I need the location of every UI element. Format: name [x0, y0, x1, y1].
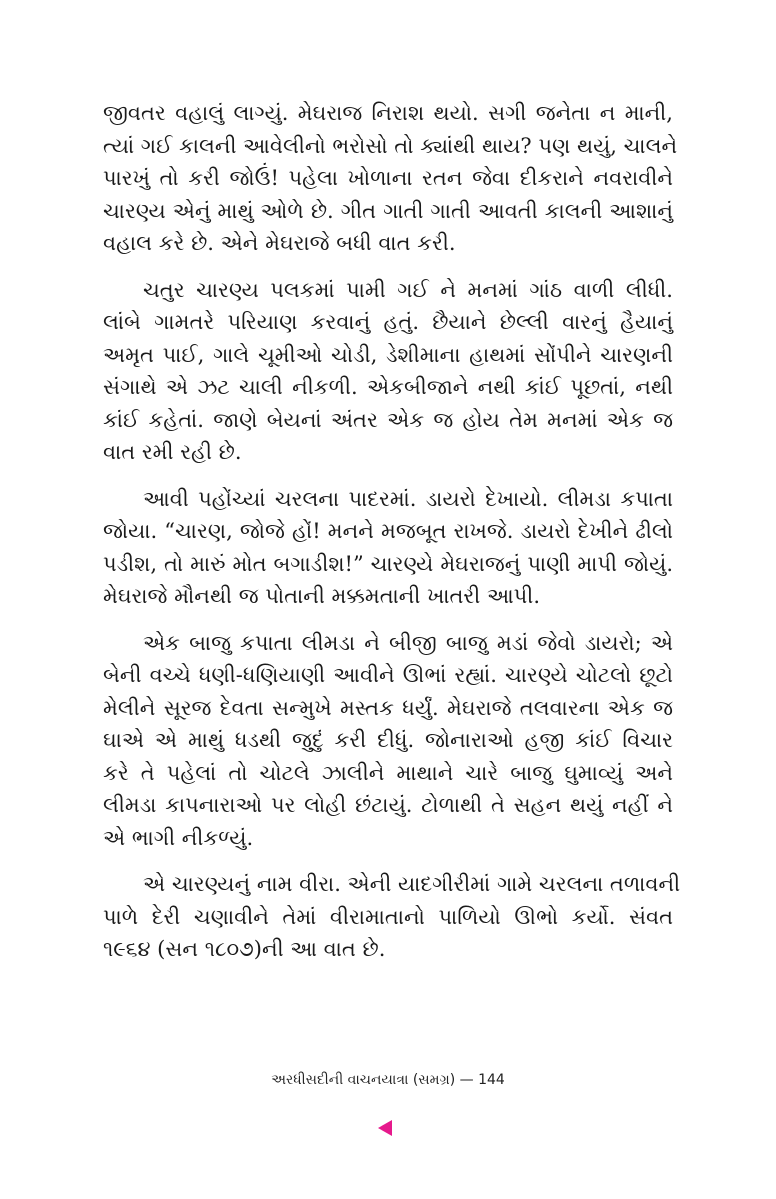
text-line: ઘાએ એ માથું ધડથી જુદું કરી દીધું. જોનારાઓ હજી કાંઈ વિચાર — [103, 728, 673, 752]
text-line: સંગાથે એ ઝટ ચાલી નીકળી. એકબીજાને નથી કાંઈ પૂછતાં, નથી — [103, 375, 673, 399]
text-line: ૧૯૬૪ (સન ૧૮૦૭)ની આ વાત છે. — [103, 937, 386, 961]
text-line: લાંબે ગામતરે પરિયાણ કરવાનું હતું. છૈયાને છેલ્લી વારનું હૈયાનું — [103, 310, 673, 334]
page-footer: અરધીસદીની વાચનયાત્રા (સમગ્ર) — 144 — [271, 1072, 505, 1088]
text-line: પારખું તો કરી જોઉં! પહેલા ખોળાના રતન જેવા દીકરાને નવરાવીને — [103, 166, 673, 190]
text-line: જોયા. “ચારણ, જોજે હોં! મનને મજબૂત રાખજે. ડાયરો દેખીને ઢીલો — [103, 519, 673, 543]
text-line: એ ભાગી નીકળ્યું. — [103, 825, 254, 850]
paragraph — [103, 97, 678, 260]
paragraph — [103, 274, 673, 469]
text-line: ત્યાં ગઈ કાલની આવેલીનો ભરોસો તો ક્યાંથી થાય? પણ થયું, ચાલને — [103, 133, 678, 158]
text-line: જીવતર વહાલું લાગ્યું. મેઘરાજ નિરાશ થયો. સગી જનેતા ન માની, — [103, 101, 673, 125]
paragraph — [103, 627, 673, 855]
text-line: ચારણ્ય એનું માથું ઓળે છે. ગીત ગાતી ગાતી આવતી કાલની આશાનું — [103, 198, 673, 223]
text-line: બેની વચ્ચે ધણી-ધણિયાણી આવીને ઊભાં રહ્યાં. ચારણ્યે ચોટલો છૂટો — [103, 663, 673, 687]
text-line: વાત રમી રહી છે. — [103, 440, 242, 464]
text-line: વહાલ કરે છે. એને મેઘરાજે બધી વાત કરી. — [103, 231, 456, 255]
text-line: કાંઈ કહેતાં. જાણે બેયનાં અંતર એક જ હોય તેમ મનમાં એક જ — [103, 407, 673, 432]
paragraph — [103, 868, 681, 966]
text-line: એ ચારણ્યનું નામ વીરા. એની યાદગીરીમાં ગામે ચરલના તળાવની — [143, 872, 681, 896]
text-line: પાળે દેરી ચણાવીને તેમાં વીરામાતાનો પાળિયો ઊભો કર્યો. સંવત — [103, 904, 673, 929]
text-line: ચતુર ચારણ્ય પલકમાં પામી ગઈ ને મનમાં ગાંઠ વાળી લીધી. — [143, 277, 673, 302]
text-line: અમૃત પાઈ, ગાલે ચૂમીઓ ચોડી, ડેશીમાના હાથમાં સોંપીને ચારણની — [103, 342, 673, 367]
text-line: મેઘરાજે મૌનથી જ પોતાની મક્કમતાની ખાતરી આપી. — [103, 584, 540, 608]
text-line: મેલીને સૂરજ દેવતા સન્મુખે મસ્તક ધર્યું. મેઘરાજે તલવારના એક જ — [103, 695, 673, 720]
paragraph — [103, 483, 673, 613]
text-line: પડીશ, તો મારું મોત બગાડીશ!” ચારણ્યે મેઘરાજનું પાણી માપી જોયું. — [103, 551, 673, 576]
text-line: એક બાજુ કપાતા લીમડા ને બીજી બાજુ મડાં જેવો ડાયરો; એ — [143, 630, 673, 655]
text-line: કરે તે પહેલાં તો ચોટલે ઝાલીને માથાને ચારે બાજુ ઘુમાવ્યું અને — [103, 760, 673, 785]
previous-page-icon[interactable] — [378, 1120, 392, 1136]
text-line: આવી પહોંચ્યાં ચરલના પાદરમાં. ડાયરો દેખાયો. લીમડા કપાતા — [143, 486, 673, 511]
text-line: લીમડા કાપનારાઓ પર લોહી છંટાયું. ટોળાથી તે સહન થયું નહીં ને — [103, 793, 673, 817]
body-text — [103, 97, 681, 980]
